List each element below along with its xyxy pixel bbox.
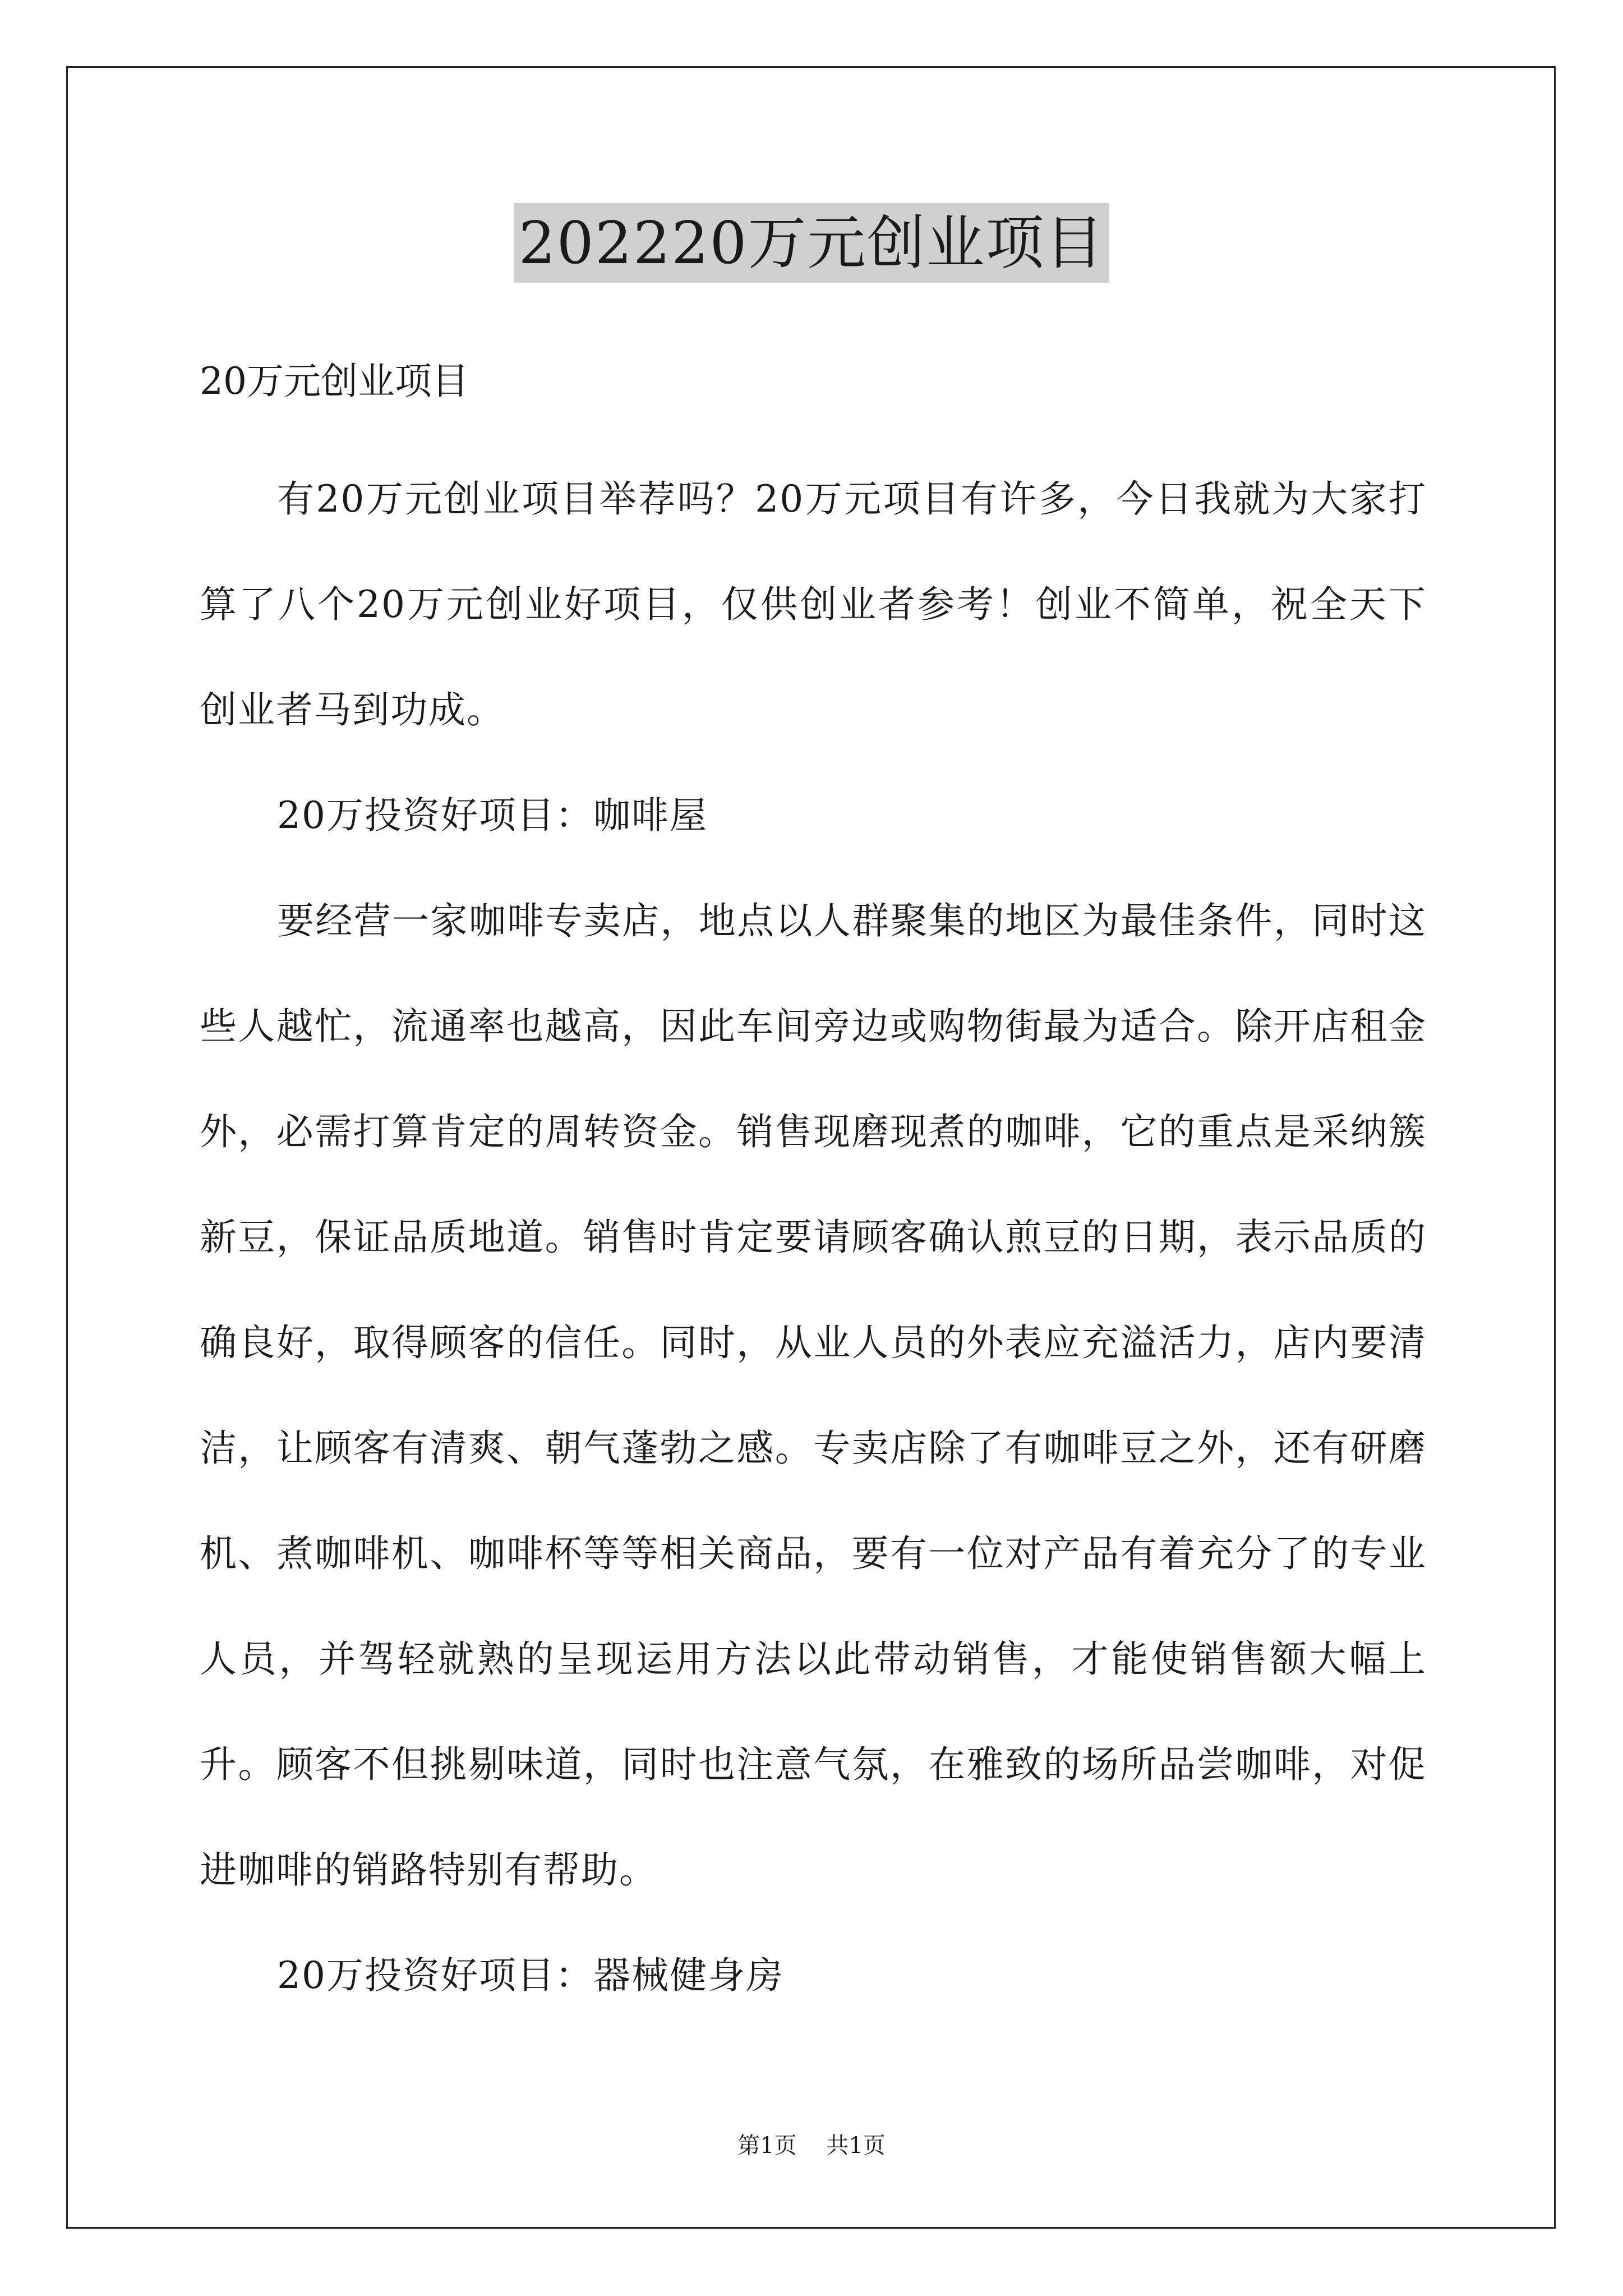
paragraph-coffee: 要经营一家咖啡专卖店，地点以人群聚集的地区为最佳条件，同时这些人越忙，流通率也越高，因此车间旁边或购物街最为适合。除开店租金外，必需打算肯定的周转资金。销售现磨现煮的咖啡，它的重点是采纳簇新豆，保证品质地道。销售时肯定要请顾客确认煎豆的日期，表示品质的确良好，取得顾客的信任。同时，从业人员的外表应充溢活力，店内要清洁，让顾客有清爽、朝气蓬勃之感。专卖店除了有咖啡豆之外，还有研磨机、煮咖啡机、咖啡杯等等相关商品，要有一位对产品有着充分了的专业人员，并驾轻就熟的呈现运用方法以此带动销售，才能使销售额大幅上升。顾客不但挑剔味道，同时也注意气氛，在雅致的场所品尝咖啡，对促进咖啡的销路特别有帮助。 — [200, 899, 1427, 1892]
document-title: 202220万元创业项目 — [514, 203, 1109, 283]
section-heading-coffee: 20万投资好项目：咖啡屋 — [277, 794, 708, 837]
page-total: 共1页 — [826, 2133, 886, 2159]
paragraph-intro: 有20万元创业项目举荐吗？20万元项目有许多，今日我就为大家打算了八个20万元创业好项目，仅供创业者参考！创业不简单，祝全天下创业者马到功成。 — [200, 477, 1427, 731]
section-heading-gym: 20万投资好项目：器械健身房 — [277, 1954, 784, 1997]
title-container — [0, 203, 1623, 283]
document-subtitle: 20万元创业项目 — [200, 360, 469, 403]
page-number: 第1页 — [737, 2133, 797, 2159]
document-body — [200, 348, 1427, 2028]
page-footer — [0, 2132, 1623, 2160]
